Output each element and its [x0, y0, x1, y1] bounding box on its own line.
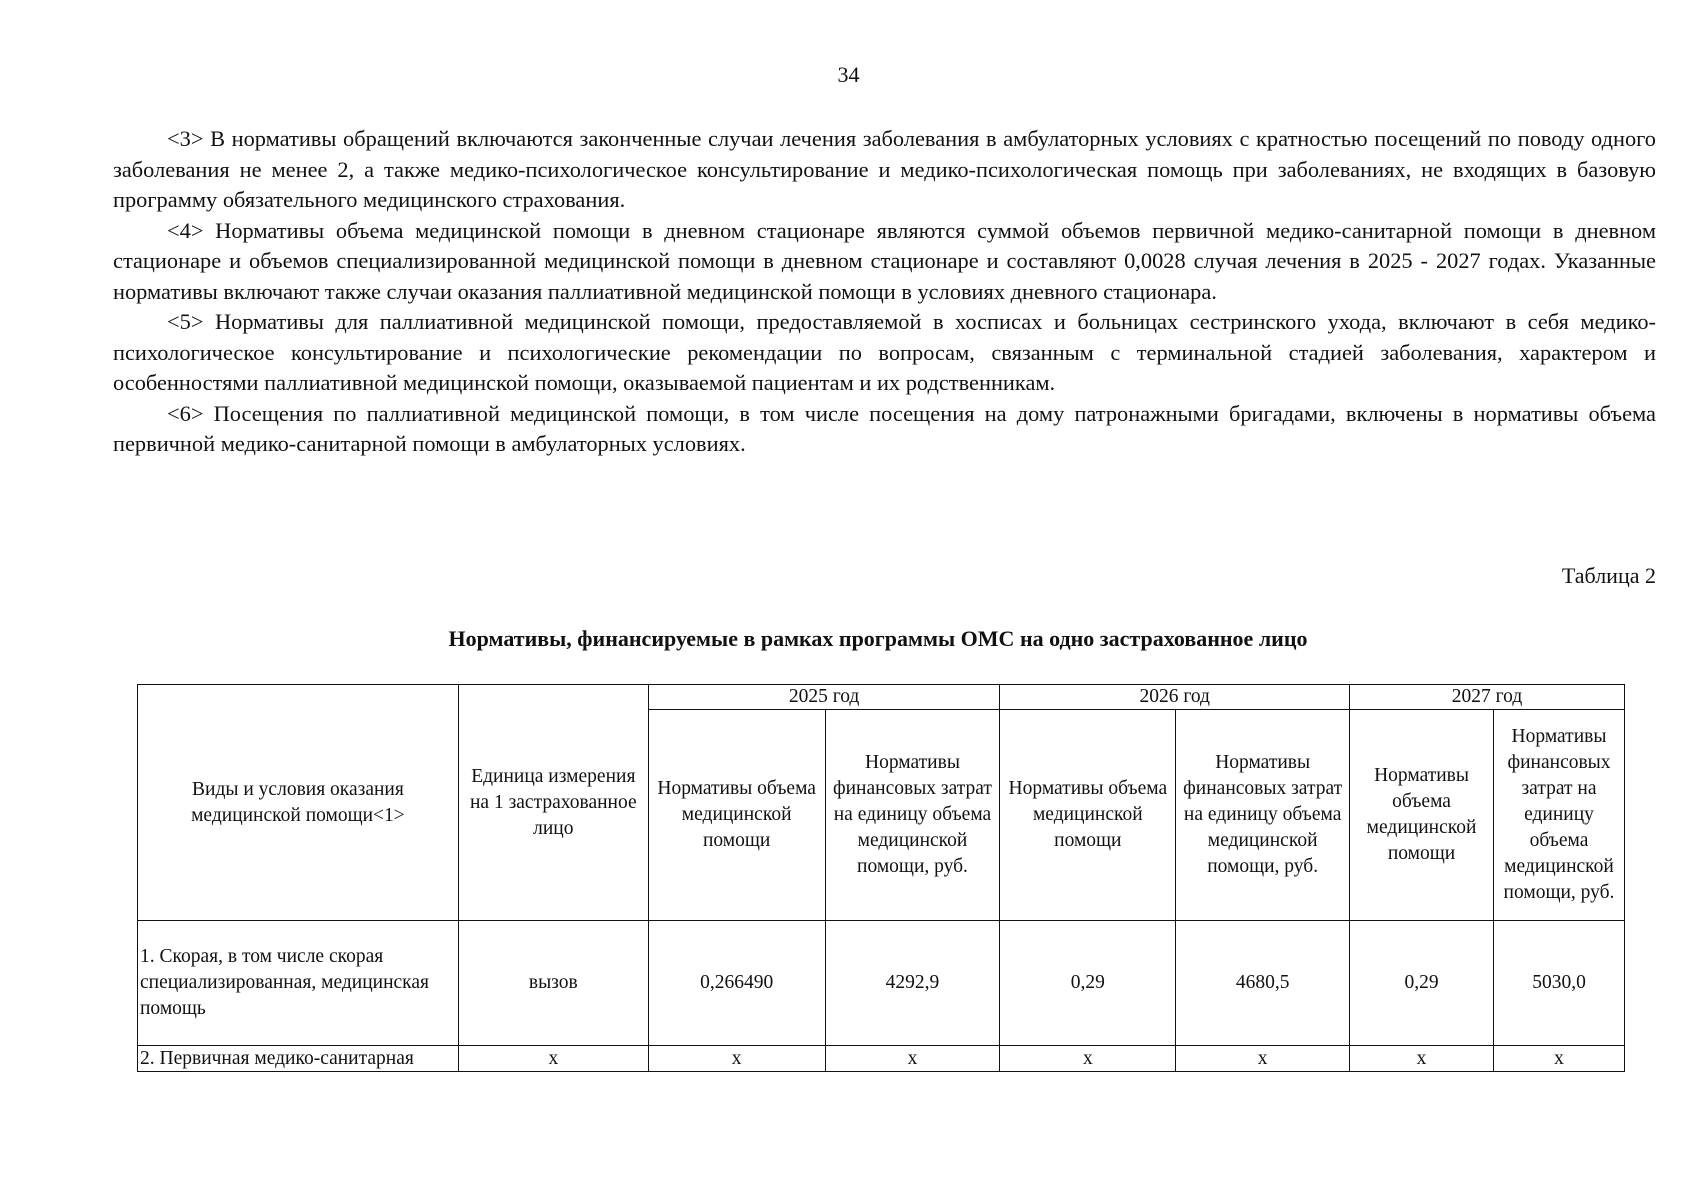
table-row — [138, 1046, 1625, 1072]
column-header-cost-2027: Нормативы финансовых затрат на единицу объема медицинской помощи, руб. — [1494, 710, 1625, 921]
cell-kind: 2. Первичная медико-санитарная — [138, 1046, 459, 1072]
cell-volume-2027: х — [1350, 1046, 1494, 1072]
cell-cost-2025: 4292,9 — [825, 921, 1000, 1046]
column-header-unit: Единица измерения на 1 застрахованное лицо — [458, 685, 648, 921]
footnote-3: <3> В нормативы обращений включаются законченные случаи лечения заболевания в амбулаторных условиях с кратностью посещений по поводу одного заболевания не менее 2, а также медико-психологическое консультирование и медико-психологическая помощь при заболеваниях, не входящих в базовую программу обязательного медицинского страхования. — [113, 126, 1656, 212]
cell-volume-2026: 0,29 — [1000, 921, 1176, 1046]
footnote-5: <5> Нормативы для паллиативной медицинской помощи, предоставляемой в хосписах и больницах сестринского ухода, включают в себя медико-психологическое консультирование и психологические рекомендации по вопросам, связанным с терминальной стадией заболевания, характером и особенностями паллиативной медицинской помощи, оказываемой пациентам и их родственникам. — [113, 309, 1656, 395]
column-header-kind: Виды и условия оказания медицинской помощи<1> — [138, 685, 459, 921]
column-header-year-2025: 2025 год — [648, 685, 1000, 710]
cell-volume-2026: х — [1000, 1046, 1176, 1072]
footnote-6: <6> Посещения по паллиативной медицинской помощи, в том числе посещения на дому патронажными бригадами, включены в нормативы объема первичной медико-санитарной помощи в амбулаторных условиях. — [113, 400, 1656, 456]
cell-cost-2027: 5030,0 — [1494, 921, 1625, 1046]
column-header-volume-2027: Нормативы объема медицинской помощи — [1350, 710, 1494, 921]
cell-volume-2025: 0,266490 — [648, 921, 825, 1046]
column-header-cost-2026: Нормативы финансовых затрат на единицу объема медицинской помощи, руб. — [1176, 710, 1350, 921]
cell-cost-2027: х — [1494, 1046, 1625, 1072]
table-header-row — [138, 685, 1625, 710]
footnote-4: <4> Нормативы объема медицинской помощи в дневном стационаре являются суммой объемов первичной медико-санитарной помощи в дневном стационаре и объемов специализированной медицинской помощи в дневном стационаре и составляют 0,0028 случая лечения в 2025 - 2027 годах. Указанные нормативы включают также случаи оказания паллиативной медицинской помощи в условиях дневного стационара. — [113, 217, 1656, 304]
cell-unit: вызов — [458, 921, 648, 1046]
cell-volume-2027: 0,29 — [1350, 921, 1494, 1046]
column-header-cost-2025: Нормативы финансовых затрат на единицу объема медицинской помощи, руб. — [825, 710, 1000, 921]
column-header-year-2027: 2027 год — [1350, 685, 1625, 710]
page-number: 34 — [837, 62, 860, 87]
cell-cost-2025: х — [825, 1046, 1000, 1072]
norms-table — [137, 684, 1625, 1072]
footnotes — [113, 124, 1656, 460]
cell-cost-2026: 4680,5 — [1176, 921, 1350, 1046]
column-header-volume-2025: Нормативы объема медицинской помощи — [648, 710, 825, 921]
cell-unit: х — [458, 1046, 648, 1072]
table-label: Таблица 2 — [1561, 563, 1656, 588]
column-header-year-2026: 2026 год — [1000, 685, 1350, 710]
cell-kind: 1. Скорая, в том числе скорая специализированная, медицинская помощь — [138, 921, 459, 1046]
table-row — [138, 921, 1625, 1046]
cell-cost-2026: х — [1176, 1046, 1350, 1072]
column-header-volume-2026: Нормативы объема медицинской помощи — [1000, 710, 1176, 921]
table-title: Нормативы, финансируемые в рамках программы ОМС на одно застрахованное лицо — [448, 626, 1308, 651]
cell-volume-2025: х — [648, 1046, 825, 1072]
